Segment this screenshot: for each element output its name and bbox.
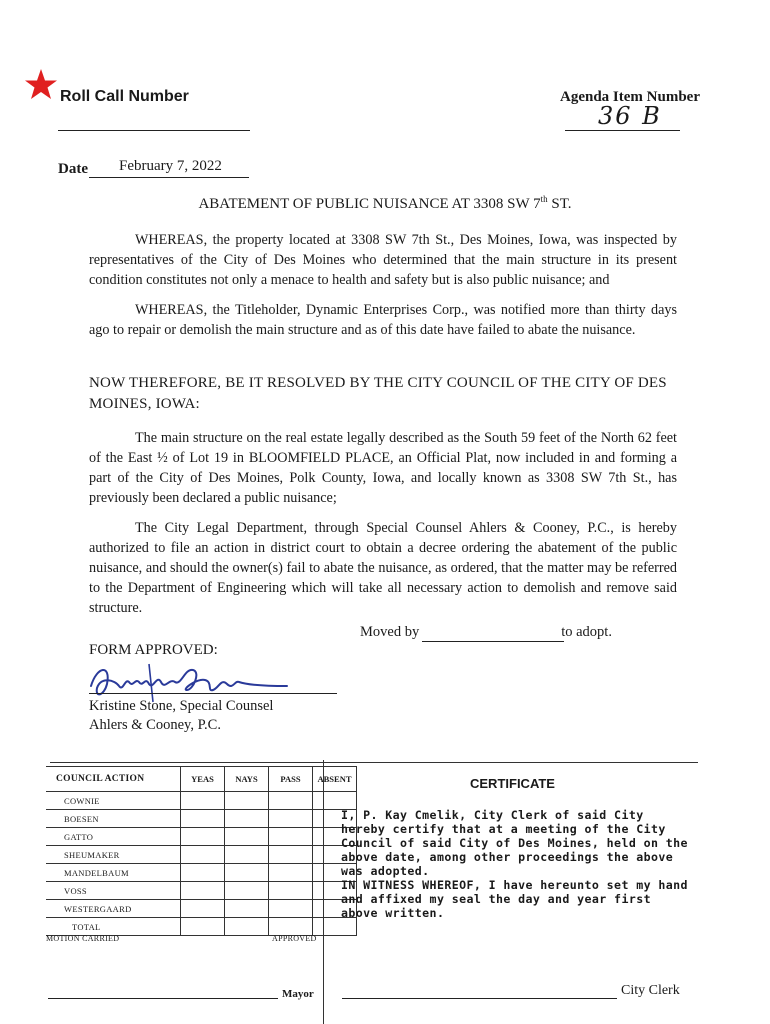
counsel-name: Kristine Stone, Special Counsel bbox=[89, 698, 274, 714]
roll-call-label: Roll Call Number bbox=[60, 88, 189, 105]
vote-cell bbox=[181, 792, 225, 810]
vote-cell bbox=[181, 810, 225, 828]
mayor-label: Mayor bbox=[282, 988, 314, 1000]
vote-cell bbox=[225, 846, 269, 864]
yeas-header: YEAS bbox=[181, 767, 225, 792]
table-row bbox=[46, 828, 357, 846]
vote-cell bbox=[269, 846, 313, 864]
vote-cell bbox=[181, 864, 225, 882]
member-name: BOESEN bbox=[46, 810, 181, 828]
vote-cell bbox=[225, 918, 269, 936]
total-label: TOTAL bbox=[46, 918, 181, 936]
member-name: MANDELBAUM bbox=[46, 864, 181, 882]
vote-cell bbox=[225, 882, 269, 900]
nays-header: NAYS bbox=[225, 767, 269, 792]
council-action-table bbox=[46, 766, 357, 936]
table-row bbox=[46, 810, 357, 828]
counsel-firm: Ahlers & Cooney, P.C. bbox=[89, 717, 221, 733]
vote-cell bbox=[269, 828, 313, 846]
vote-cell bbox=[225, 864, 269, 882]
clerk-signature-line bbox=[342, 998, 617, 999]
moved-by-line bbox=[422, 641, 564, 642]
date-value: February 7, 2022 bbox=[119, 158, 222, 174]
vote-cell bbox=[269, 810, 313, 828]
moved-by-text bbox=[360, 624, 612, 641]
vote-cell bbox=[269, 918, 313, 936]
table-row bbox=[46, 864, 357, 882]
date-label: Date bbox=[58, 161, 88, 177]
moved-by-label: Moved by bbox=[360, 624, 420, 640]
vote-cell bbox=[225, 792, 269, 810]
member-name: GATTO bbox=[46, 828, 181, 846]
whereas-paragraph-2: WHEREAS, the Titleholder, Dynamic Enterprises Corp., was notified more than thirty days ago to repair or demolish the main structure and as of this date have failed to abate the nuisance. bbox=[89, 302, 677, 338]
document-title: ABATEMENT OF PUBLIC NUISANCE AT 3308 SW 7th ST. bbox=[198, 194, 572, 212]
table-row bbox=[46, 846, 357, 864]
table-row bbox=[46, 882, 357, 900]
footer-top-rule bbox=[50, 762, 698, 763]
certificate-title: CERTIFICATE bbox=[470, 776, 555, 791]
signature-line bbox=[89, 693, 337, 694]
vote-cell bbox=[269, 900, 313, 918]
vote-cell bbox=[181, 882, 225, 900]
table-row bbox=[46, 918, 357, 936]
vote-cell bbox=[269, 864, 313, 882]
mayor-signature-line bbox=[48, 998, 278, 999]
city-clerk-label: City Clerk bbox=[621, 983, 680, 998]
red-star-icon bbox=[24, 68, 58, 102]
council-action-header: COUNCIL ACTION bbox=[46, 767, 181, 792]
resolution-paragraph-1: The main structure on the real estate legally described as the South 59 feet of the North 62 feet of the East ½ of Lot 19 in BLOOMFIELD PLACE, an Official Plat, now included in and forming a part of the City of Des Moines, Polk County, Iowa, and locally known as 3308 SW 7th St., has previously been declared a public nuisance; bbox=[89, 430, 677, 506]
vote-cell bbox=[225, 900, 269, 918]
vote-cell bbox=[181, 846, 225, 864]
vote-cell bbox=[313, 792, 357, 810]
date-line bbox=[89, 177, 249, 178]
whereas-paragraph-1: WHEREAS, the property located at 3308 SW 7th St., Des Moines, Iowa, was inspected by representatives of the City of Des Moines who determined that the main structure in its present condition constitutes not only a menace to health and safety but is also public nuisance; and bbox=[89, 232, 677, 288]
agenda-item-label: Agenda Item Number bbox=[560, 89, 700, 105]
counsel-block bbox=[89, 697, 273, 735]
vote-cell bbox=[269, 792, 313, 810]
table-row bbox=[46, 792, 357, 810]
witness-text: IN WITNESS WHEREOF, I have hereunto set my hand and affixed my seal the day and year first above written. bbox=[341, 878, 688, 920]
table-row bbox=[46, 900, 357, 918]
vote-cell bbox=[181, 918, 225, 936]
resolution-paragraph-2: The City Legal Department, through Special Counsel Ahlers & Cooney, P.C., is hereby authorized to file an action in district court to obtain a decree ordering the abatement of the public nuisance, and should the owner(s) fail to abate the nuisance, as ordered, that the matter may be referred to the Department of Engineering which will take all necessary action to demolish and remove said structure. bbox=[89, 520, 677, 616]
agenda-item-number: 36 B bbox=[598, 102, 662, 130]
member-name: WESTERGAARD bbox=[46, 900, 181, 918]
certificate-text: I, P. Kay Cmelik, City Clerk of said City hereby certify that at a meeting of the City Council of said City of Des Moines, held on the above date, among other proceedings the above was adopted. bbox=[341, 808, 688, 878]
to-adopt-label: to adopt. bbox=[561, 624, 612, 640]
member-name: SHEUMAKER bbox=[46, 846, 181, 864]
vote-cell bbox=[225, 828, 269, 846]
roll-call-number-line bbox=[58, 130, 250, 131]
vote-cell bbox=[181, 828, 225, 846]
absent-header: ABSENT bbox=[313, 767, 357, 792]
approved-label: APPROVED bbox=[272, 934, 317, 943]
vote-cell bbox=[269, 882, 313, 900]
form-approved-label: FORM APPROVED: bbox=[89, 642, 218, 658]
vote-cell bbox=[181, 900, 225, 918]
member-name: VOSS bbox=[46, 882, 181, 900]
council-table-header bbox=[46, 767, 357, 792]
vote-cell bbox=[225, 810, 269, 828]
member-name: COWNIE bbox=[46, 792, 181, 810]
vote-cell bbox=[313, 918, 357, 936]
pass-header: PASS bbox=[269, 767, 313, 792]
motion-carried-label: MOTION CARRIED bbox=[46, 934, 120, 943]
resolved-heading: NOW THEREFORE, BE IT RESOLVED BY THE CITY COUNCIL OF THE CITY OF DES MOINES, IOWA: bbox=[89, 375, 667, 412]
agenda-number-line bbox=[565, 130, 680, 131]
